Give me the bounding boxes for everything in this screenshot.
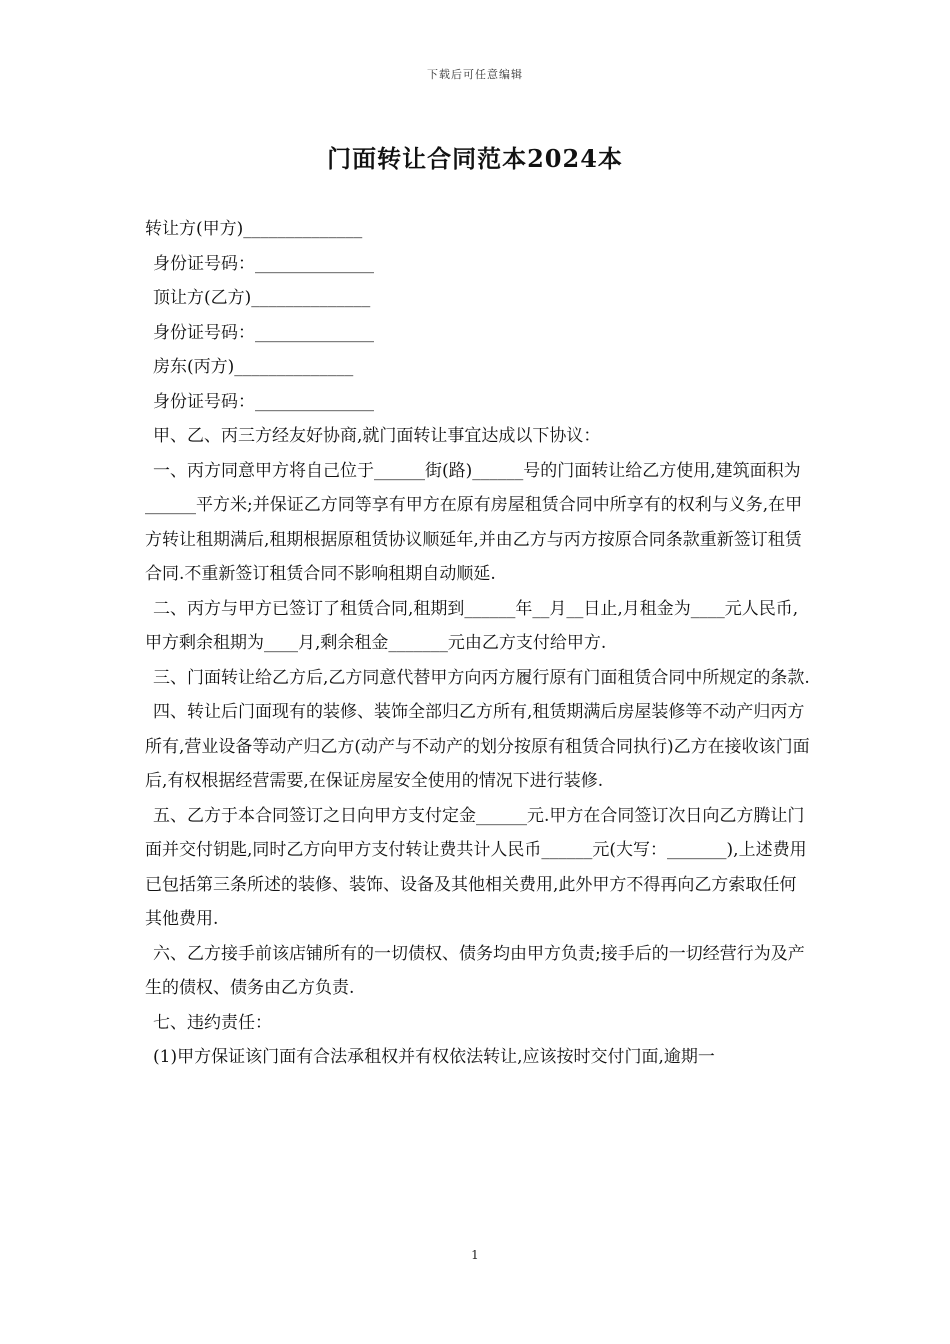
transferor-party-field: 转让方(甲方)______________ bbox=[145, 219, 363, 239]
landlord-id-field: 身份证号码：______________ bbox=[153, 391, 374, 412]
clause-5: 五、乙方于本合同签订之日向甲方支付定金______元.甲方在合同签订次日向乙方腾让门面并交付钥匙,同时乙方向甲方支付转让费共计人民币______元(大写：_______),上述费用已包括第三条所述的装修、装饰、设备及其他相关费用,此外甲方不得再向乙方索取任何其他费用. bbox=[145, 805, 807, 929]
document-title: 门面转让合同范本2024本 bbox=[327, 144, 623, 173]
clause-1: 一、丙方同意甲方将自己位于______街(路)______号的门面转让给乙方使用,建筑面积为______平方米;并保证乙方同等享有甲方在原有房屋租赁合同中所享有的权利与义务,在甲方转让租期满后,租期根据原租赁协议顺延年,并由乙方与丙方按原合同条款重新签订租赁合同.不重新签订租赁合同不影响租期自动顺延. bbox=[145, 460, 803, 584]
document-body bbox=[145, 212, 813, 1075]
clause-7-item-1: (1)甲方保证该门面有合法承租权并有权依法转让,应该按时交付门面,逾期一 bbox=[153, 1047, 715, 1067]
agreement-intro: 甲、乙、丙三方经友好协商,就门面转让事宜达成以下协议： bbox=[153, 426, 601, 446]
transferee-party-field: 顶让方(乙方)______________ bbox=[153, 288, 371, 308]
landlord-party-field: 房东(丙方)______________ bbox=[153, 357, 354, 377]
clause-7-heading: 七、违约责任： bbox=[153, 1012, 272, 1033]
clause-6: 六、乙方接手前该店铺所有的一切债权、债务均由甲方负责;接手后的一切经营行为及产生的债权、债务由乙方负责. bbox=[145, 943, 805, 998]
header-note: 下载后可任意编辑 bbox=[427, 68, 523, 81]
clause-4: 四、转让后门面现有的装修、装饰全部归乙方所有,租赁期满后房屋装修等不动产归丙方所有,营业设备等动产归乙方(动产与不动产的划分按原有租赁合同执行)乙方在接收该门面后,有权根据经营需要,在保证房屋安全使用的情况下进行装修. bbox=[145, 702, 810, 791]
clause-2: 二、丙方与甲方已签订了租赁合同,租期到______年__月__日止,月租金为____元人民币,甲方剩余租期为____月,剩余租金_______元由乙方支付给甲方. bbox=[145, 598, 799, 653]
clause-3: 三、门面转让给乙方后,乙方同意代替甲方向丙方履行原有门面租赁合同中所规定的条款. bbox=[153, 667, 810, 688]
transferor-id-field: 身份证号码：______________ bbox=[153, 253, 374, 274]
page-number: 1 bbox=[471, 1248, 479, 1262]
transferee-id-field: 身份证号码：______________ bbox=[153, 322, 374, 343]
